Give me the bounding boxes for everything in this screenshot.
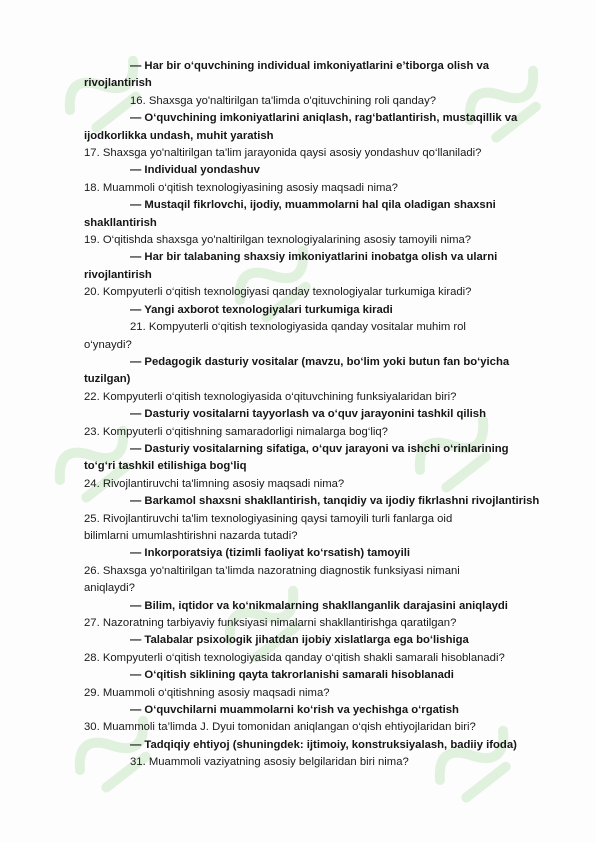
- question-text-line: 29. Muammoli o‘qitishning asosiy maqsadi nima?: [84, 686, 330, 699]
- question-block: [84, 145, 554, 162]
- answer-block: [84, 667, 554, 684]
- question-block: [84, 563, 554, 598]
- question-block: [84, 650, 554, 667]
- answer-text-line: — Barkamol shaxsni shakllantirish, tanqidiy va ijodiy fikrlashni rivojlantirish: [130, 495, 540, 508]
- question-text-line: bilimlarni umumlashtirishni nazarda tutadi?: [84, 529, 298, 542]
- answer-text-line: — Bilim, iqtidor va ko‘nikmalarning shakllanganlik darajasini aniqlaydi: [130, 599, 508, 612]
- answer-text-line: tuzilgan): [84, 373, 131, 386]
- question-text-line: 16. Shaxsga yo'naltirilgan ta'limda o'qituvchining roli qanday?: [130, 94, 437, 107]
- question-text-line: 30. Muammoli ta’limda J. Dyui tomonidan aniqlangan o‘qish ehtiyojlaridan biri?: [84, 721, 476, 734]
- answer-block: [84, 197, 554, 232]
- question-block: [84, 754, 554, 771]
- question-block: [84, 93, 554, 110]
- answer-text-line: shakllantirish: [84, 216, 157, 229]
- question-text-line: 22. Kompyuterli o‘qitish texnologiyasida o‘qituvchining funksiyalaridan biri?: [84, 390, 457, 403]
- answer-text-line: — Yangi axborot texnologiyalari turkumiga kiradi: [130, 303, 393, 316]
- document-page: [84, 58, 554, 772]
- answer-block: [84, 406, 554, 423]
- answer-text-line: — O‘quvchilarni muammolarni ko‘rish va yechishga o‘rgatish: [130, 704, 459, 717]
- answer-block: [84, 441, 554, 476]
- answer-text-line: — Har bir talabaning shaxsiy imkoniyatlarini inobatga olish va ularni: [130, 251, 498, 264]
- question-text-line: 17. Shaxsga yo'naltirilgan ta'lim jarayonida qaysi asosiy yondashuv qo‘llaniladi?: [84, 147, 482, 160]
- answer-block: [84, 737, 554, 754]
- answer-block: [84, 632, 554, 649]
- answer-block: [84, 162, 554, 179]
- answer-block: [84, 493, 554, 510]
- answer-block: [84, 702, 554, 719]
- question-text-line: 20. Kompyuterli o‘qitish texnologiyasi qanday texnologiyalar turkumiga kiradi?: [84, 286, 472, 299]
- answer-text-line: — O‘quvchining imkoniyatlarini aniqlash, rag‘batlantirish, mustaqillik va: [130, 112, 518, 125]
- answer-block: [84, 249, 554, 284]
- answer-block: [84, 545, 554, 562]
- question-block: [84, 615, 554, 632]
- answer-text-line: rivojlantirish: [84, 268, 152, 281]
- answer-text-line: rivojlantirish: [84, 77, 152, 90]
- answer-text-line: — Har bir o‘quvchining individual imkoniyatlarini e’tiborga olish va: [130, 60, 490, 72]
- answer-text-line: — Individual yondashuv: [130, 164, 260, 177]
- question-text-line: 31. Muammoli vaziyatning asosiy belgilaridan biri nima?: [130, 756, 409, 769]
- question-block: [84, 232, 554, 249]
- question-block: [84, 719, 554, 736]
- question-block: [84, 319, 554, 354]
- question-block: [84, 180, 554, 197]
- answer-block: [84, 302, 554, 319]
- answer-block: [84, 354, 554, 389]
- answer-text-line: — Talabalar psixologik jihatdan ijobiy xislatlarga ega bo‘lishiga: [130, 634, 469, 647]
- question-block: [84, 389, 554, 406]
- question-block: [84, 476, 554, 493]
- answer-text-line: — Inkorporatsiya (tizimli faoliyat ko‘rsatish) tamoyili: [130, 547, 410, 560]
- question-block: [84, 685, 554, 702]
- question-text-line: 24. Rivojlantiruvchi ta'limning asosiy maqsadi nima?: [84, 477, 345, 490]
- answer-text-line: ijodkorlikka undash, muhit yaratish: [84, 129, 274, 142]
- answer-block: [84, 598, 554, 615]
- question-text-line: 23. Kompyuterli o‘qitishning samaradorligi nimalarga bog‘liq?: [84, 425, 388, 438]
- answer-text-line: — Pedagogik dasturiy vositalar (mavzu, bo‘lim yoki butun fan bo‘yicha: [130, 355, 510, 368]
- question-text-line: 28. Kompyuterli o‘qitish texnologiyasida qanday o‘qitish shakli samarali hisoblanadi?: [84, 651, 505, 664]
- answer-text-line: to‘g‘ri tashkil etilishiga bog‘liq: [84, 460, 247, 473]
- question-block: [84, 424, 554, 441]
- answer-block: [84, 110, 554, 145]
- question-text-line: 21. Kompyuterli o‘qitish texnologiyasida qanday vositalar muhim rol: [130, 321, 466, 334]
- answer-text-line: — Dasturiy vositalarning sifatiga, o‘quv jarayoni va ishchi o‘rinlarining: [130, 442, 509, 455]
- answer-block: [84, 58, 554, 93]
- question-block: [84, 284, 554, 301]
- question-text-line: o‘ynaydi?: [84, 338, 132, 351]
- answer-text-line: — O‘qitish siklining qayta takrorlanishi samarali hisoblanadi: [130, 669, 454, 682]
- question-text-line: 25. Rivojlantiruvchi ta'lim texnologiyasining qaysi tamoyili turli fanlarga oid: [84, 512, 453, 525]
- answer-text-line: — Tadqiqiy ehtiyoj (shuningdek: ijtimoiy, konstruksiyalash, badiiy ifoda): [130, 738, 517, 751]
- question-text-line: 18. Muammoli o‘qitish texnologiyasining asosiy maqsadi nima?: [84, 181, 398, 194]
- question-block: [84, 511, 554, 546]
- answer-text-line: — Dasturiy vositalarni tayyorlash va o‘quv jarayonini tashkil qilish: [130, 408, 486, 421]
- answer-text-line: — Mustaqil fikrlovchi, ijodiy, muammolarni hal qila oladigan shaxsni: [130, 199, 496, 212]
- question-text-line: 19. O‘qitishda shaxsga yo'naltirilgan texnologiyalarining asosiy tamoyili nima?: [84, 234, 472, 247]
- question-text-line: 26. Shaxsga yo'naltirilgan ta’limda nazoratning diagnostik funksiyasi nimani: [84, 564, 460, 577]
- question-text-line: aniqlaydi?: [84, 582, 135, 595]
- question-text-line: 27. Nazoratning tarbiyaviy funksiyasi nimalarni shakllantirishga qaratilgan?: [84, 617, 457, 629]
